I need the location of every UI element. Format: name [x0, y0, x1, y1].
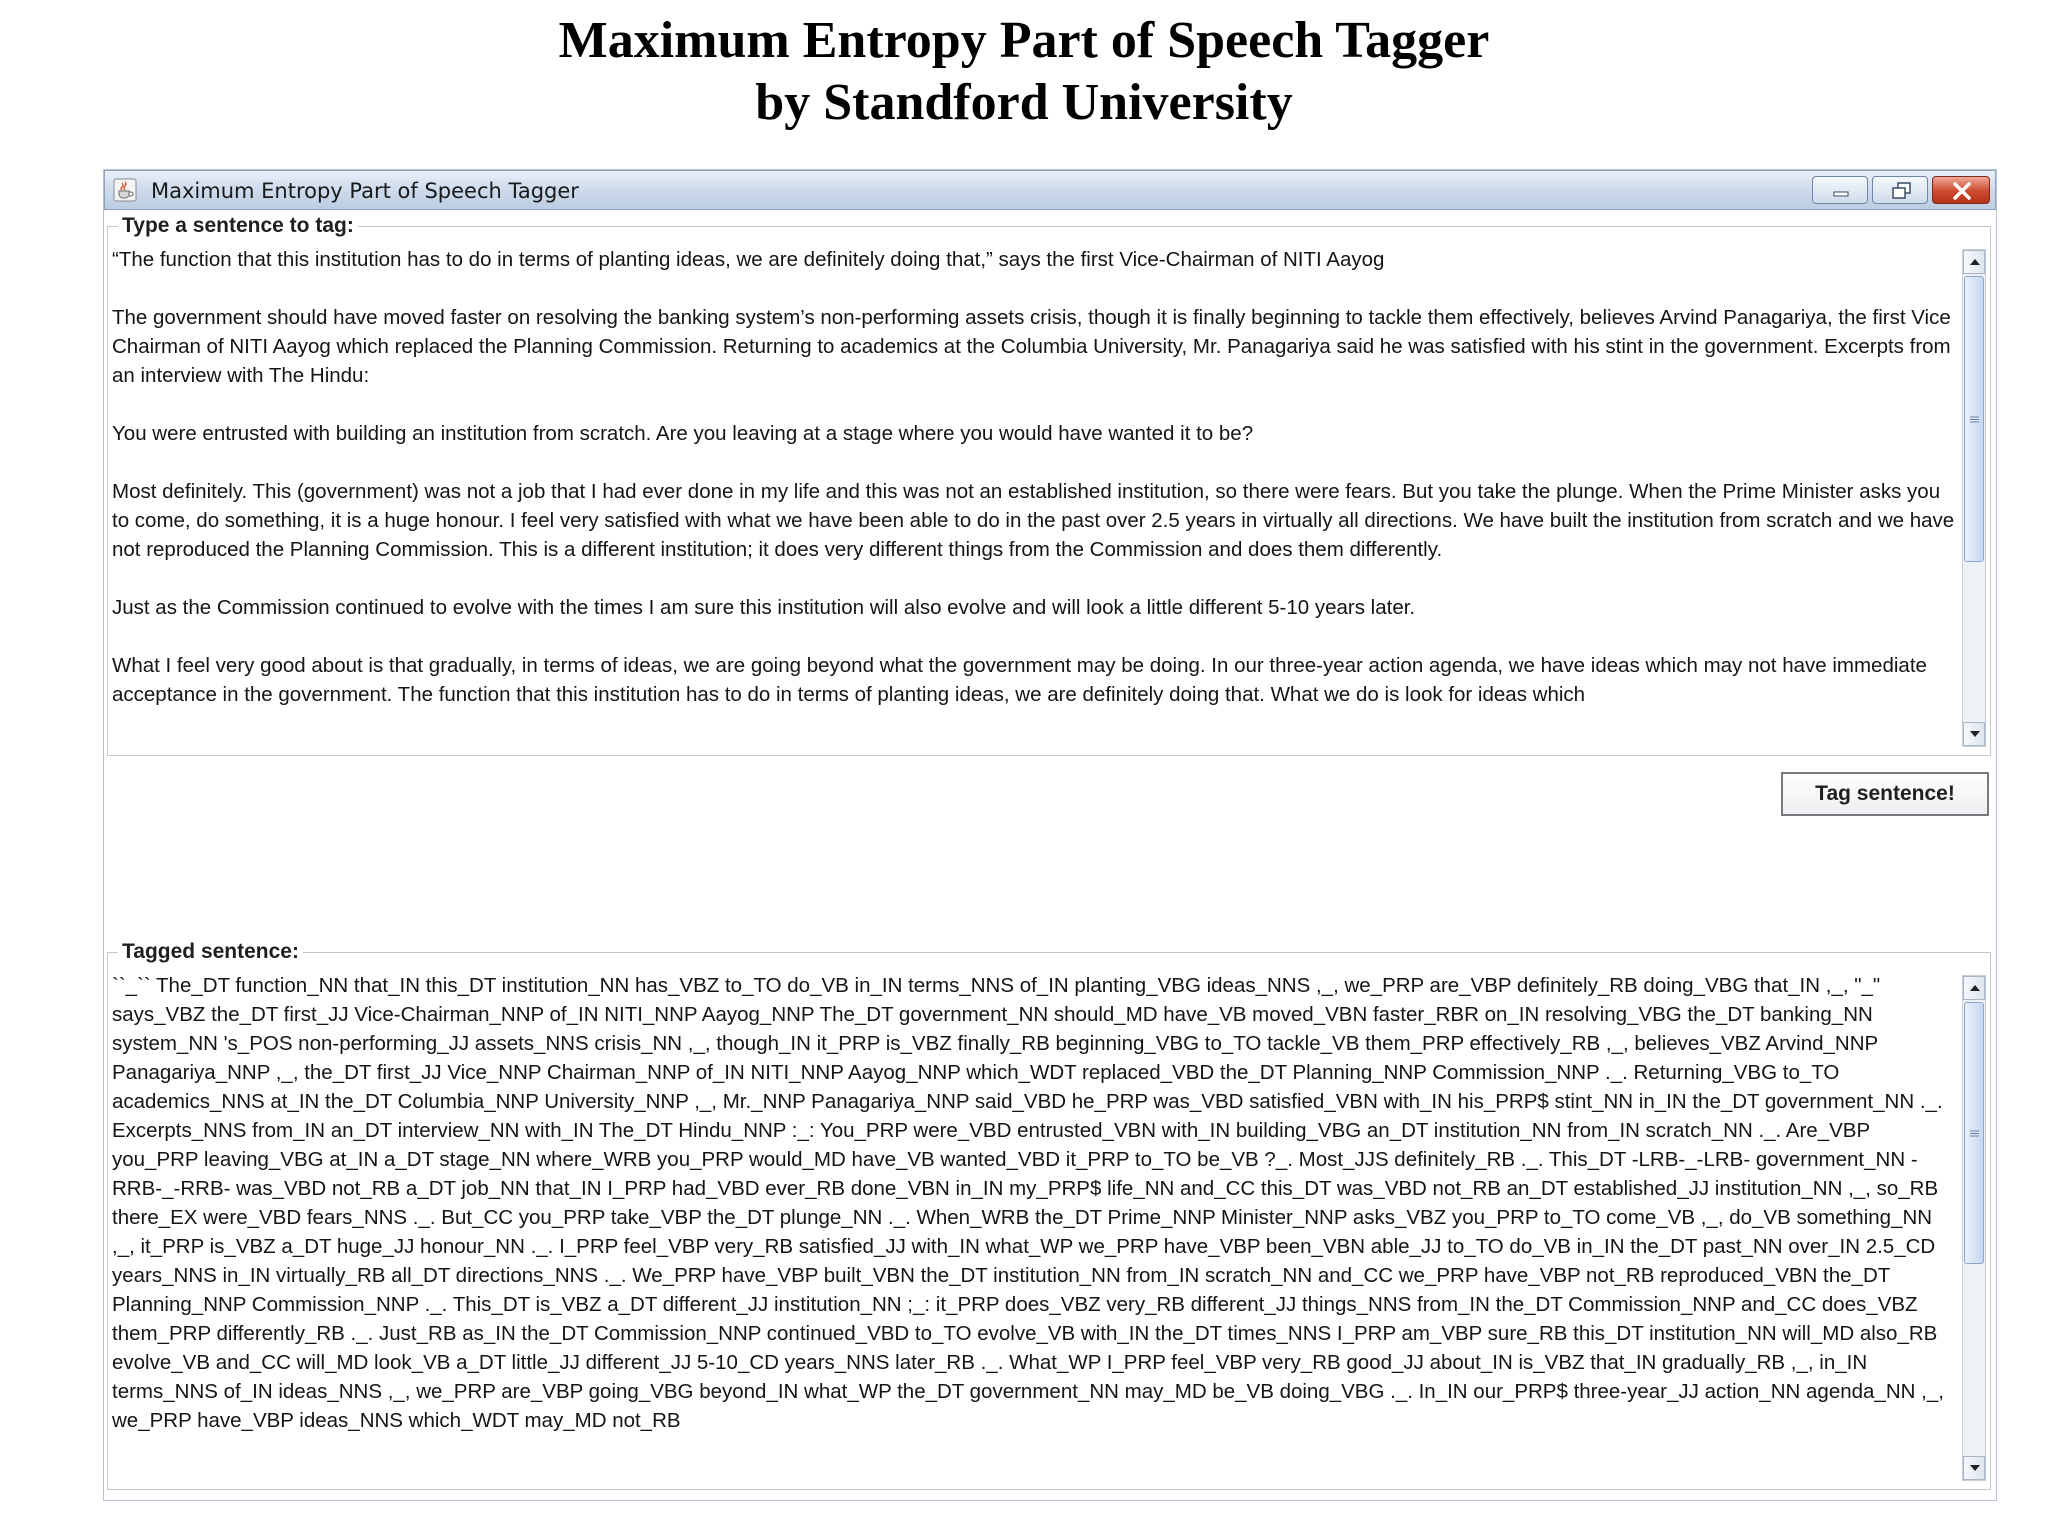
output-scroll-up-button[interactable]	[1963, 976, 1985, 1000]
input-scroll-thumb[interactable]	[1964, 276, 1984, 562]
arrow-down-icon	[1964, 723, 1986, 745]
slide-title	[0, 10, 2048, 134]
input-paragraph: The government should have moved faster on resolving the banking system’s non-performing assets crisis, though it is finally beginning to tackle them effectively, believes Arvind Panagariya, the first Vice Chairman of NITI Aayog which replaced the Planning Commission. Returning to academics at the Columbia University, Mr. Panagariya said he was satisfied with his stint in the government. Excerpts from an interview with The Hindu:	[112, 306, 1951, 387]
minimize-icon	[1813, 177, 1869, 205]
tagger-window	[104, 170, 1996, 1500]
input-paragraph: You were entrusted with building an institution from scratch. Are you leaving at a stage where you would have wanted it to be?	[112, 422, 1254, 445]
arrow-up-icon	[1964, 977, 1986, 999]
restore-icon	[1873, 177, 1929, 205]
java-cup-icon[interactable]	[113, 178, 137, 202]
arrow-up-icon	[1964, 251, 1986, 273]
close-button[interactable]	[1932, 176, 1990, 204]
tagged-output[interactable]	[112, 971, 1960, 1483]
output-scrollbar[interactable]	[1962, 975, 1986, 1481]
grip-icon	[1970, 416, 1979, 423]
slide-title-line-1: Maximum Entropy Part of Speech Tagger	[558, 12, 1490, 69]
input-paragraph: Most definitely. This (government) was not a job that I had ever done in my life and this was not an established institution, so there were fears. But you take the plunge. When the Prime Minister asks you to come, do something, it is a huge honour. I feel very satisfied with what we have been able to do in the past over 2.5 years in virtually all directions. We have built the institution from scratch and we have not reproduced the Planning Commission. This is a different institution; it does very different things from the Commission and does them differently.	[112, 480, 1955, 561]
window-title: Maximum Entropy Part of Speech Tagger	[151, 179, 579, 203]
input-panel	[107, 214, 1991, 756]
tag-sentence-button[interactable]: Tag sentence!	[1781, 772, 1989, 816]
slide-title-line-2: by Standford University	[755, 74, 1293, 131]
output-scroll-down-button[interactable]	[1963, 1456, 1985, 1480]
arrow-down-icon	[1964, 1457, 1986, 1479]
input-paragraph: Just as the Commission continued to evolve with the times I am sure this institution will also evolve and will look a little different 5-10 years later.	[112, 596, 1416, 619]
close-icon	[1933, 177, 1991, 205]
restore-button[interactable]	[1872, 176, 1928, 204]
output-panel	[107, 940, 1991, 1490]
input-paragraph: “The function that this institution has to do in terms of planting ideas, we are definitely doing that,” says the first Vice-Chairman of NITI Aayog	[112, 248, 1385, 271]
input-scroll-up-button[interactable]	[1963, 250, 1985, 274]
grip-icon	[1970, 1130, 1979, 1137]
input-scrollbar[interactable]	[1962, 249, 1986, 747]
output-scroll-thumb[interactable]	[1964, 1002, 1984, 1264]
input-panel-label: Type a sentence to tag:	[118, 213, 358, 239]
tagged-text: ``_`` The_DT function_NN that_IN this_DT institution_NN has_VBZ to_TO do_VB in_IN terms_NNS of_IN planting_VBG ideas_NNS ,_, we_PRP are_VBP definitely_RB doing_VBG that_IN ,_, "_" says_VBZ the_DT first_JJ Vice-Chairman_NNP of_IN NITI_NNP Aayog_NNP The_DT government_NN should_MD have_VB moved_VBN faster_RBR on_IN resolving_VBG the_DT banking_NN system_NN 's_POS non-performing_JJ assets_NNS crisis_NN ,_, though_IN it_PRP is_VBZ finally_RB beginning_VBG to_TO tackle_VB them_PRP effectively_RB ,_, believes_VBZ Arvind_NNP Panagariya_NNP ,_, the_DT first_JJ Vice_NNP Chairman_NNP of_IN NITI_NNP Aayog_NNP which_WDT replaced_VBD the_DT Planning_NNP Commission_NNP ._. Returning_VBG to_TO academics_NNS at_IN the_DT Columbia_NNP University_NNP ,_, Mr._NNP Panagariya_NNP said_VBD he_PRP was_VBD satisfied_VBN with_IN his_PRP$ stint_NN in_IN the_DT government_NN ._. Excerpts_NNS from_IN an_DT interview_NN with_IN The_DT Hindu_NNP :_: You_PRP were_VBD entrusted_VBN with_IN building_VBG an_DT institution_NN from_IN scratch_NN ._. Are_VBP you_PRP leaving_VBG at_IN a_DT stage_NN where_WRB you_PRP would_MD have_VB wanted_VBD it_PRP to_TO be_VB ?_. Most_JJS definitely_RB ._. This_DT -LRB-_-LRB- government_NN -RRB-_-RRB- was_VBD not_RB a_DT job_NN that_IN I_PRP had_VBD ever_RB done_VBN in_IN my_PRP$ life_NN and_CC this_DT was_VBD not_RB an_DT established_JJ institution_NN ,_, so_RB there_EX were_VBD fears_NNS ._. But_CC you_PRP take_VBP the_DT plunge_NN ._. When_WRB the_DT Prime_NNP Minister_NNP asks_VBZ you_PRP to_TO come_VB ,_, do_VB something_NN ,_, it_PRP is_VBZ a_DT huge_JJ honour_NN ._. I_PRP feel_VBP very_RB satisfied_JJ with_IN what_WP we_PRP have_VBP been_VBN able_JJ to_TO do_VB in_IN the_DT past_NN over_IN 2.5_CD years_NNS in_IN virtually_RB all_DT directions_NNS ._. We_PRP have_VBP built_VBN the_DT institution_NN from_IN scratch_NN and_CC we_PRP have_VBP not_RB reproduced_VBN the_DT Planning_NNP Commission_NNP ._. This_DT is_VBZ a_DT different_JJ institution_NN ;_: it_PRP does_VBZ very_RB different_JJ things_NNS from_IN the_DT Commission_NNP and_CC does_VBZ them_PRP differently_RB ._. Just_RB as_IN the_DT Commission_NNP continued_VBD to_TO evolve_VB with_IN the_DT times_NNS I_PRP am_VBP sure_RB this_DT institution_NN will_MD also_RB evolve_VB and_CC will_MD look_VB a_DT little_JJ different_JJ 5-10_CD years_NNS later_RB ._. What_WP I_PRP feel_VBP very_RB good_JJ about_IN is_VBZ that_IN gradually_RB ,_, in_IN terms_NNS of_IN ideas_NNS ,_, we_PRP are_VBP going_VBG beyond_IN what_WP the_DT government_NN may_MD be_VB doing_VBG ._. In_IN our_PRP$ three-year_JJ action_NN agenda_NN ,_, we_PRP have_VBP ideas_NNS which_WDT may_MD not_RB	[112, 974, 1944, 1432]
input-scroll-down-button[interactable]	[1963, 722, 1985, 746]
sentence-input[interactable]	[112, 245, 1960, 749]
window-titlebar[interactable]	[104, 170, 1996, 210]
minimize-button[interactable]	[1812, 176, 1868, 204]
output-panel-label: Tagged sentence:	[118, 939, 303, 965]
input-paragraph: What I feel very good about is that gradually, in terms of ideas, we are going beyond what the government may be doing. In our three-year action agenda, we have ideas which may not have immediate acceptance in the government. The function that this institution has to do in terms of planting ideas, we are definitely doing that. What we do is look for ideas which	[112, 654, 1927, 706]
